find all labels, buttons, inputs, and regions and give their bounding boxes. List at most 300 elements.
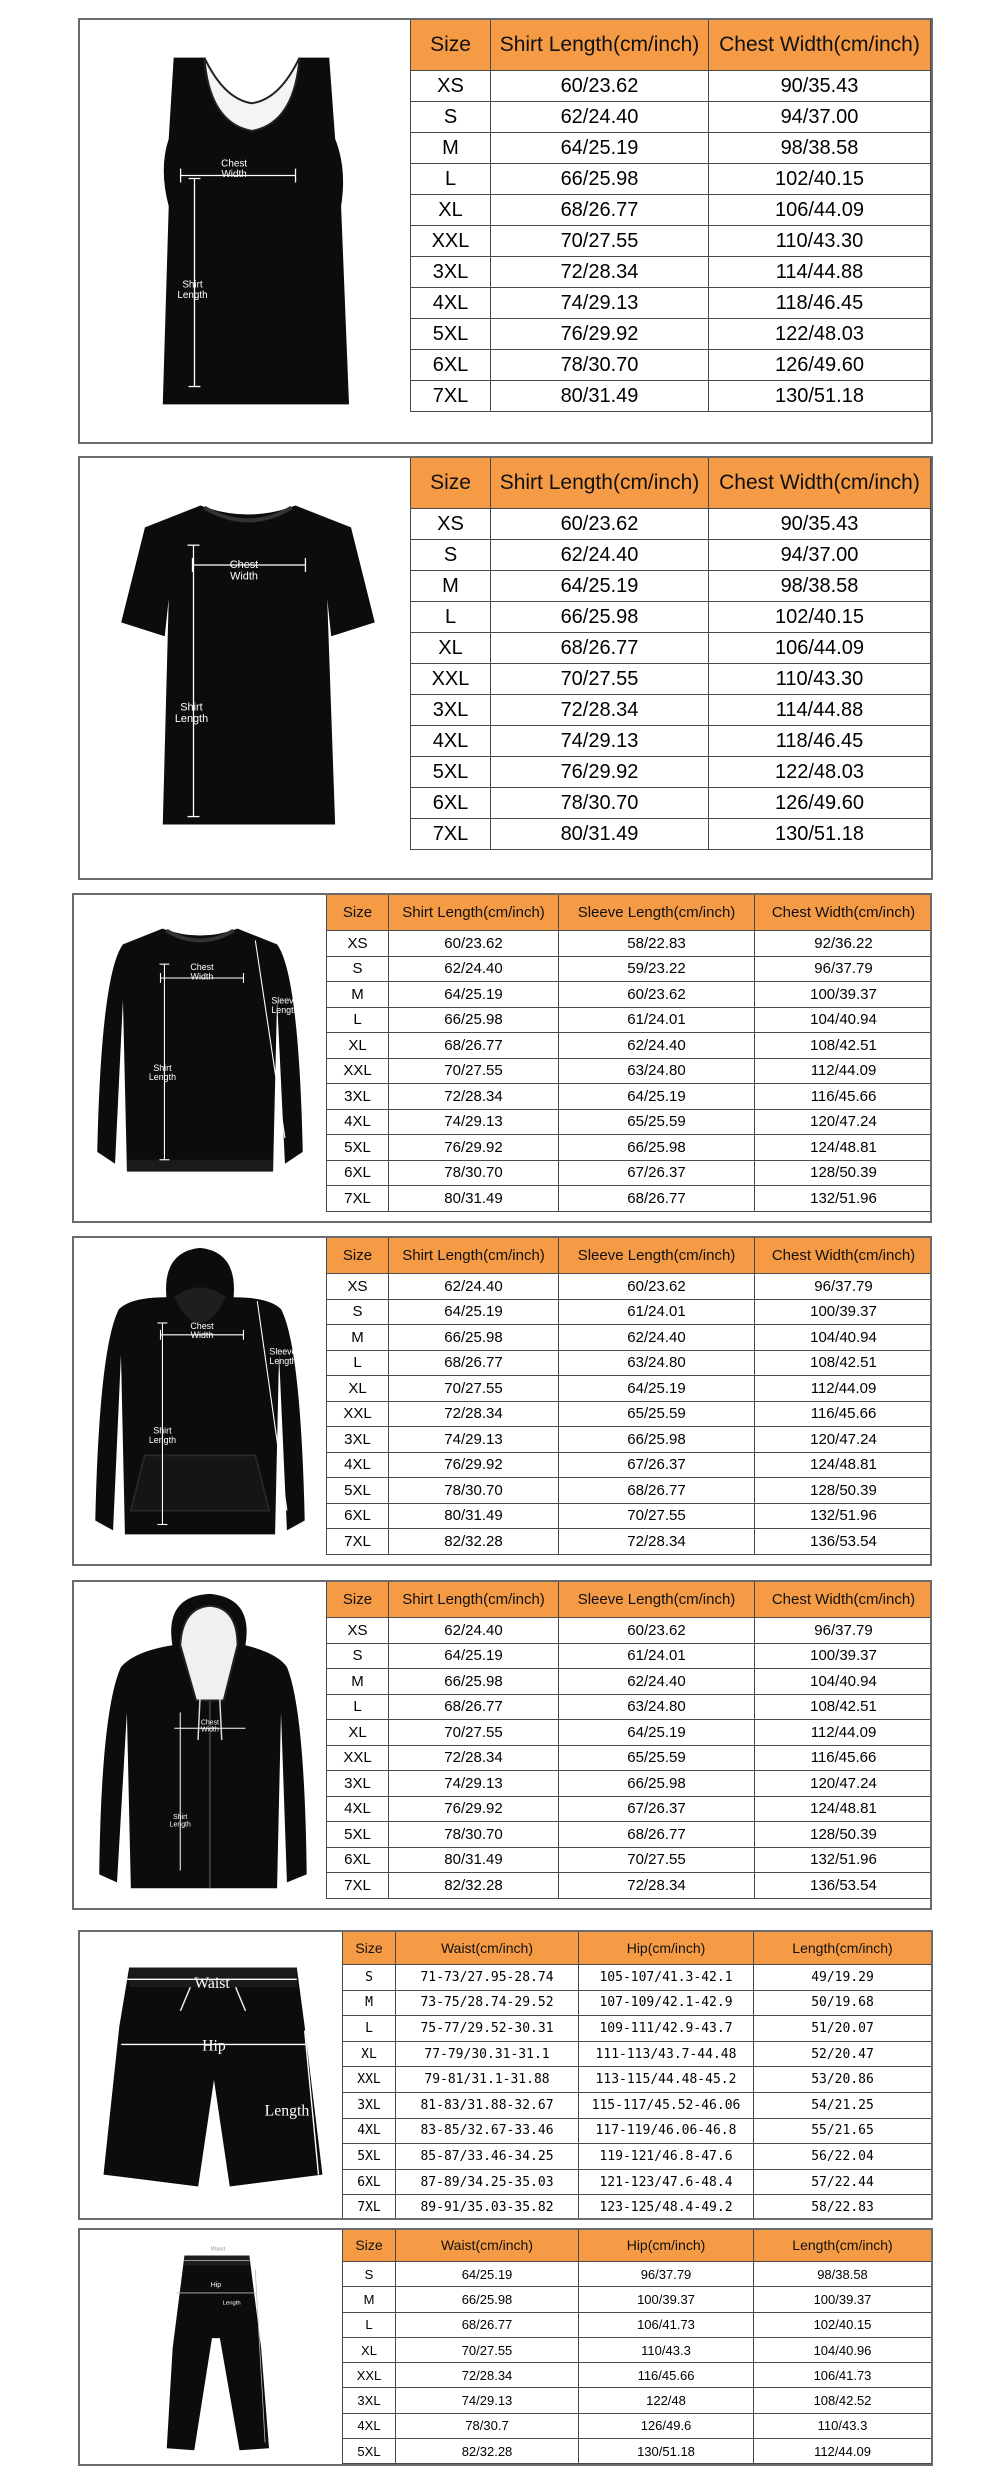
measurement-cell: 66/25.98	[559, 1135, 755, 1161]
size-cell: 7XL	[343, 2195, 396, 2220]
table-row	[327, 1478, 933, 1504]
measurement-cell: 119-121/46.8-47.6	[579, 2144, 754, 2170]
table-row	[327, 1745, 933, 1771]
measurement-cell: 72/28.34	[389, 1401, 559, 1427]
measurement-cell: 72/28.34	[559, 1529, 755, 1555]
size-cell: XL	[327, 1720, 389, 1746]
measurement-cell: 106/41.73	[754, 2363, 932, 2388]
measurement-cell: 66/25.98	[491, 602, 709, 633]
table-row	[343, 2169, 932, 2195]
measurement-cell: 70/27.55	[559, 1847, 755, 1873]
measurement-cell: 66/25.98	[389, 1007, 559, 1033]
table-row	[327, 1135, 933, 1161]
measurement-cell: 64/25.19	[559, 1084, 755, 1110]
measurement-cell: 80/31.49	[491, 819, 709, 850]
size-cell: 5XL	[411, 319, 491, 350]
size-table	[326, 1236, 932, 1555]
measurement-cell: 102/40.15	[709, 164, 931, 195]
zip-hoodie-icon	[74, 1582, 326, 1908]
measurement-cell: 128/50.39	[755, 1822, 933, 1848]
measurement-cell: 62/24.40	[559, 1669, 755, 1695]
sweatshirt-icon	[74, 895, 326, 1221]
table-row	[327, 1796, 933, 1822]
table-row	[411, 288, 931, 319]
measurement-cell: 82/32.28	[396, 2439, 579, 2464]
table-row	[327, 1084, 933, 1110]
size-cell: 4XL	[327, 1452, 389, 1478]
measurement-cell: 56/22.04	[754, 2144, 932, 2170]
measurement-cell: 80/31.49	[389, 1186, 559, 1212]
table-row	[343, 2413, 932, 2438]
size-cell: XL	[343, 2041, 396, 2067]
size-cell: 5XL	[327, 1478, 389, 1504]
table-row	[327, 1325, 933, 1351]
measurement-cell: 136/53.54	[755, 1873, 933, 1899]
measurement-cell: 72/28.34	[559, 1873, 755, 1899]
measurement-cell: 90/35.43	[709, 509, 931, 540]
table-row	[411, 695, 931, 726]
measurement-cell: 70/27.55	[491, 226, 709, 257]
measurement-cell: 64/25.19	[389, 1299, 559, 1325]
measurement-cell: 108/42.51	[755, 1033, 933, 1059]
table-row	[411, 133, 931, 164]
measurement-cell: 53/20.86	[754, 2067, 932, 2093]
chest-width-label: Chest Width	[190, 962, 214, 982]
measurement-cell: 75-77/29.52-30.31	[396, 2016, 579, 2042]
measurement-cell: 118/46.45	[709, 288, 931, 319]
measurement-cell: 65/25.59	[559, 1109, 755, 1135]
table-row	[411, 257, 931, 288]
size-cell: 4XL	[343, 2413, 396, 2438]
size-cell: 3XL	[411, 695, 491, 726]
measurement-cell: 74/29.13	[396, 2388, 579, 2413]
measurement-cell: 113-115/44.48-45.2	[579, 2067, 754, 2093]
table-row	[411, 571, 931, 602]
table-row	[327, 1618, 933, 1644]
table-row	[343, 2388, 932, 2413]
measurement-cell: 61/24.01	[559, 1643, 755, 1669]
measurement-cell: 100/39.37	[755, 1643, 933, 1669]
table-row	[343, 2016, 932, 2042]
size-chart-shorts	[78, 1930, 933, 2220]
size-cell: XXL	[327, 1058, 389, 1084]
measurement-cell: 65/25.59	[559, 1401, 755, 1427]
measurement-cell: 70/27.55	[389, 1720, 559, 1746]
header-shirt-length: Shirt Length(cm/inch)	[491, 457, 709, 509]
measurement-cell: 106/44.09	[709, 633, 931, 664]
size-chart-tank-top	[78, 18, 933, 444]
measurement-cell: 59/23.22	[559, 956, 755, 982]
measurement-cell: 51/20.07	[754, 2016, 932, 2042]
table-row	[343, 2092, 932, 2118]
measurement-cell: 72/28.34	[389, 1084, 559, 1110]
table-row	[327, 1160, 933, 1186]
measurement-cell: 102/40.15	[754, 2312, 932, 2337]
size-cell: 5XL	[411, 757, 491, 788]
measurement-cell: 89-91/35.03-35.82	[396, 2195, 579, 2220]
measurement-cell: 110/43.3	[754, 2413, 932, 2438]
measurement-cell: 80/31.49	[389, 1503, 559, 1529]
size-cell: L	[327, 1007, 389, 1033]
size-cell: 5XL	[343, 2144, 396, 2170]
measurement-cell: 49/19.29	[754, 1965, 932, 1991]
header-chest-width: Chest Width(cm/inch)	[755, 1581, 933, 1618]
measurement-cell: 63/24.80	[559, 1350, 755, 1376]
size-cell: 6XL	[327, 1503, 389, 1529]
size-cell: 4XL	[411, 726, 491, 757]
measurement-cell: 124/48.81	[755, 1135, 933, 1161]
table-row	[327, 956, 933, 982]
measurement-cell: 50/19.68	[754, 1990, 932, 2016]
size-table	[326, 893, 932, 1212]
measurement-cell: 66/25.98	[396, 2287, 579, 2312]
tank-top-icon	[80, 20, 410, 442]
measurement-cell: 107-109/42.1-42.9	[579, 1990, 754, 2016]
table-row	[327, 1771, 933, 1797]
size-cell: S	[327, 956, 389, 982]
measurement-cell: 82/32.28	[389, 1529, 559, 1555]
size-cell: 7XL	[411, 819, 491, 850]
t-shirt-icon	[80, 458, 410, 878]
size-table	[410, 456, 931, 850]
shirt-length-label: Shirt Length	[148, 1062, 177, 1083]
measurement-cell: 57/22.44	[754, 2169, 932, 2195]
measurement-cell: 109-111/42.9-43.7	[579, 2016, 754, 2042]
measurement-cell: 83-85/32.67-33.46	[396, 2118, 579, 2144]
measurement-cell: 96/37.79	[755, 956, 933, 982]
measurement-cell: 79-81/31.1-31.88	[396, 2067, 579, 2093]
table-row	[411, 540, 931, 571]
table-row	[343, 2287, 932, 2312]
measurement-cell: 111-113/43.7-44.48	[579, 2041, 754, 2067]
measurement-cell: 76/29.92	[389, 1796, 559, 1822]
size-cell: XXL	[343, 2363, 396, 2388]
size-cell: M	[327, 1325, 389, 1351]
measurement-cell: 64/25.19	[559, 1376, 755, 1402]
size-cell: 5XL	[327, 1822, 389, 1848]
measurement-cell: 110/43.3	[579, 2337, 754, 2362]
table-row	[343, 1965, 932, 1991]
measurement-cell: 55/21.65	[754, 2118, 932, 2144]
size-cell: XS	[327, 1274, 389, 1300]
size-cell: 6XL	[411, 788, 491, 819]
header-chest-width: Chest Width(cm/inch)	[755, 894, 933, 931]
measurement-cell: 74/29.13	[389, 1109, 559, 1135]
size-cell: S	[327, 1299, 389, 1325]
measurement-cell: 115-117/45.52-46.06	[579, 2092, 754, 2118]
measurement-cell: 66/25.98	[559, 1427, 755, 1453]
size-cell: 3XL	[411, 257, 491, 288]
size-chart-zip-hoodie	[72, 1580, 932, 1910]
measurement-cell: 100/39.37	[755, 1299, 933, 1325]
measurement-cell: 60/23.62	[491, 509, 709, 540]
measurement-cell: 96/37.79	[755, 1618, 933, 1644]
measurement-cell: 72/28.34	[491, 257, 709, 288]
measurement-cell: 67/26.37	[559, 1452, 755, 1478]
size-cell: 3XL	[327, 1084, 389, 1110]
table-row	[411, 509, 931, 540]
table-row	[343, 2337, 932, 2362]
size-cell: L	[411, 602, 491, 633]
size-cell: XXL	[411, 226, 491, 257]
header-sleeve-length: Sleeve Length(cm/inch)	[559, 1237, 755, 1274]
table-row	[327, 1873, 933, 1899]
header-length: Length(cm/inch)	[754, 2229, 932, 2262]
measurement-cell: 64/25.19	[396, 2262, 579, 2287]
table-row	[411, 164, 931, 195]
measurement-cell: 123-125/48.4-49.2	[579, 2195, 754, 2220]
measurement-cell: 120/47.24	[755, 1427, 933, 1453]
size-cell: XS	[411, 509, 491, 540]
measurement-cell: 76/29.92	[491, 757, 709, 788]
measurement-cell: 98/38.58	[709, 571, 931, 602]
table-row	[343, 2312, 932, 2337]
measurement-cell: 114/44.88	[709, 695, 931, 726]
size-cell: 3XL	[343, 2388, 396, 2413]
table-row	[327, 1376, 933, 1402]
table-row	[411, 664, 931, 695]
measurement-cell: 132/51.96	[755, 1503, 933, 1529]
measurement-cell: 63/24.80	[559, 1058, 755, 1084]
shorts-illustration	[80, 1932, 342, 2218]
measurement-cell: 116/45.66	[755, 1084, 933, 1110]
size-cell: XXL	[411, 664, 491, 695]
measurement-cell: 100/39.37	[754, 2287, 932, 2312]
measurement-cell: 105-107/41.3-42.1	[579, 1965, 754, 1991]
measurement-cell: 78/30.70	[491, 788, 709, 819]
measurement-cell: 112/44.09	[755, 1720, 933, 1746]
table-row	[343, 2118, 932, 2144]
measurement-cell: 124/48.81	[755, 1796, 933, 1822]
size-cell: 3XL	[327, 1427, 389, 1453]
size-cell: S	[343, 1965, 396, 1991]
size-cell: L	[343, 2312, 396, 2337]
table-row	[327, 1350, 933, 1376]
size-table	[342, 2228, 932, 2464]
measurement-cell: 132/51.96	[755, 1186, 933, 1212]
size-cell: L	[411, 164, 491, 195]
measurement-cell: 74/29.13	[389, 1771, 559, 1797]
header-waist: Waist(cm/inch)	[396, 1931, 579, 1965]
measurement-cell: 85-87/33.46-34.25	[396, 2144, 579, 2170]
table-row	[411, 319, 931, 350]
measurement-cell: 58/22.83	[559, 931, 755, 957]
measurement-cell: 68/26.77	[389, 1350, 559, 1376]
header-hip: Hip(cm/inch)	[579, 2229, 754, 2262]
measurement-cell: 54/21.25	[754, 2092, 932, 2118]
shirt-length-label: Shirt Length	[174, 701, 209, 726]
header-chest-width: Chest Width(cm/inch)	[709, 457, 931, 509]
measurement-cell: 128/50.39	[755, 1478, 933, 1504]
measurement-cell: 66/25.98	[559, 1771, 755, 1797]
measurement-cell: 65/25.59	[559, 1745, 755, 1771]
table-row	[411, 757, 931, 788]
measurement-cell: 62/24.40	[559, 1325, 755, 1351]
measurement-cell: 72/28.34	[396, 2363, 579, 2388]
measurement-cell: 102/40.15	[709, 602, 931, 633]
measurement-cell: 77-79/30.31-31.1	[396, 2041, 579, 2067]
measurement-cell: 60/23.62	[491, 71, 709, 102]
measurement-cell: 68/26.77	[491, 195, 709, 226]
measurement-cell: 78/30.70	[491, 350, 709, 381]
table-row	[411, 226, 931, 257]
table-row	[343, 2195, 932, 2220]
shirt-length-label: Shirt Length	[177, 279, 208, 301]
measurement-cell: 104/40.94	[755, 1007, 933, 1033]
measurement-cell: 68/26.77	[389, 1033, 559, 1059]
measurement-cell: 108/42.51	[755, 1350, 933, 1376]
size-cell: S	[343, 2262, 396, 2287]
table-row	[327, 1694, 933, 1720]
header-waist: Waist(cm/inch)	[396, 2229, 579, 2262]
size-cell: M	[327, 1669, 389, 1695]
hoodie-icon	[74, 1238, 326, 1564]
size-cell: XL	[411, 195, 491, 226]
zip-hoodie-illustration	[74, 1582, 326, 1908]
measurement-cell: 73-75/28.74-29.52	[396, 1990, 579, 2016]
measurement-cell: 78/30.70	[389, 1478, 559, 1504]
size-cell: 7XL	[327, 1873, 389, 1899]
measurement-cell: 70/27.55	[389, 1376, 559, 1402]
measurement-cell: 68/26.77	[559, 1822, 755, 1848]
size-cell: L	[327, 1694, 389, 1720]
table-row	[327, 1643, 933, 1669]
table-row	[343, 2363, 932, 2388]
measurement-cell: 62/24.40	[491, 540, 709, 571]
header-shirt-length: Shirt Length(cm/inch)	[389, 1581, 559, 1618]
measurement-cell: 122/48	[579, 2388, 754, 2413]
size-cell: 4XL	[327, 1796, 389, 1822]
measurement-cell: 72/28.34	[389, 1745, 559, 1771]
measurement-cell: 74/29.13	[491, 726, 709, 757]
table-row	[327, 1299, 933, 1325]
measurement-cell: 108/42.52	[754, 2388, 932, 2413]
measurement-cell: 110/43.30	[709, 226, 931, 257]
table-row	[327, 1427, 933, 1453]
measurement-cell: 66/25.98	[491, 164, 709, 195]
measurement-cell: 106/44.09	[709, 195, 931, 226]
measurement-cell: 61/24.01	[559, 1299, 755, 1325]
measurement-cell: 128/50.39	[755, 1160, 933, 1186]
measurement-cell: 106/41.73	[579, 2312, 754, 2337]
measurement-cell: 130/51.18	[709, 819, 931, 850]
measurement-cell: 114/44.88	[709, 257, 931, 288]
length-label: Length	[264, 2102, 310, 2120]
size-cell: S	[327, 1643, 389, 1669]
table-row	[343, 1990, 932, 2016]
measurement-cell: 104/40.96	[754, 2337, 932, 2362]
table-row	[327, 1058, 933, 1084]
measurement-cell: 67/26.37	[559, 1796, 755, 1822]
waist-label: Waist	[210, 2246, 226, 2253]
size-cell: XXL	[327, 1401, 389, 1427]
measurement-cell: 68/26.77	[389, 1694, 559, 1720]
table-row	[327, 1274, 933, 1300]
tank-top-illustration	[80, 20, 410, 442]
measurement-cell: 72/28.34	[491, 695, 709, 726]
joggers-illustration	[80, 2230, 342, 2464]
table-row	[411, 633, 931, 664]
measurement-cell: 124/48.81	[755, 1452, 933, 1478]
measurement-cell: 68/26.77	[396, 2312, 579, 2337]
header-chest-width: Chest Width(cm/inch)	[709, 19, 931, 71]
shirt-length-label: Shirt Length	[148, 1425, 177, 1445]
table-row	[411, 602, 931, 633]
size-table	[326, 1580, 932, 1899]
sleeve-length-label: Sleeve Length	[269, 1346, 297, 1366]
measurement-cell: 64/25.19	[389, 982, 559, 1008]
table-row	[327, 1033, 933, 1059]
size-cell: XL	[327, 1033, 389, 1059]
measurement-cell: 66/25.98	[389, 1325, 559, 1351]
measurement-cell: 60/23.62	[559, 1618, 755, 1644]
table-row	[411, 788, 931, 819]
measurement-cell: 68/26.77	[559, 1186, 755, 1212]
measurement-cell: 90/35.43	[709, 71, 931, 102]
measurement-cell: 122/48.03	[709, 319, 931, 350]
joggers-icon	[80, 2230, 342, 2464]
measurement-cell: 70/27.55	[559, 1503, 755, 1529]
table-row	[411, 71, 931, 102]
measurement-cell: 61/24.01	[559, 1007, 755, 1033]
table-row	[327, 982, 933, 1008]
size-cell: 7XL	[327, 1186, 389, 1212]
measurement-cell: 116/45.66	[755, 1745, 933, 1771]
measurement-cell: 62/24.40	[559, 1033, 755, 1059]
header-size: Size	[343, 1931, 396, 1965]
measurement-cell: 112/44.09	[754, 2439, 932, 2464]
measurement-cell: 78/30.7	[396, 2413, 579, 2438]
size-cell: XS	[327, 1618, 389, 1644]
measurement-cell: 126/49.60	[709, 788, 931, 819]
length-label: Length	[222, 2300, 241, 2307]
size-cell: M	[411, 133, 491, 164]
size-cell: M	[327, 982, 389, 1008]
size-cell: XL	[411, 633, 491, 664]
size-cell: 6XL	[411, 350, 491, 381]
measurement-cell: 62/24.40	[491, 102, 709, 133]
table-row	[343, 2262, 932, 2287]
measurement-cell: 116/45.66	[579, 2363, 754, 2388]
measurement-cell: 71-73/27.95-28.74	[396, 1965, 579, 1991]
size-chart-t-shirt	[78, 456, 933, 880]
table-row	[411, 819, 931, 850]
header-shirt-length: Shirt Length(cm/inch)	[389, 1237, 559, 1274]
header-sleeve-length: Sleeve Length(cm/inch)	[559, 1581, 755, 1618]
table-row	[327, 1669, 933, 1695]
table-row	[327, 1720, 933, 1746]
measurement-cell: 81-83/31.88-32.67	[396, 2092, 579, 2118]
measurement-cell: 94/37.00	[709, 540, 931, 571]
measurement-cell: 60/23.62	[389, 931, 559, 957]
table-row	[327, 1109, 933, 1135]
hip-label: Hip	[202, 2037, 226, 2055]
table-row	[411, 381, 931, 412]
table-row	[327, 1401, 933, 1427]
size-chart-joggers	[78, 2228, 933, 2466]
measurement-cell: 117-119/46.06-46.8	[579, 2118, 754, 2144]
size-cell: 3XL	[343, 2092, 396, 2118]
size-cell: 7XL	[411, 381, 491, 412]
measurement-cell: 98/38.58	[754, 2262, 932, 2287]
measurement-cell: 78/30.70	[389, 1160, 559, 1186]
table-row	[327, 1847, 933, 1873]
measurement-cell: 112/44.09	[755, 1376, 933, 1402]
size-chart-hoodie	[72, 1236, 932, 1566]
measurement-cell: 64/25.19	[491, 133, 709, 164]
measurement-cell: 62/24.40	[389, 956, 559, 982]
header-hip: Hip(cm/inch)	[579, 1931, 754, 1965]
